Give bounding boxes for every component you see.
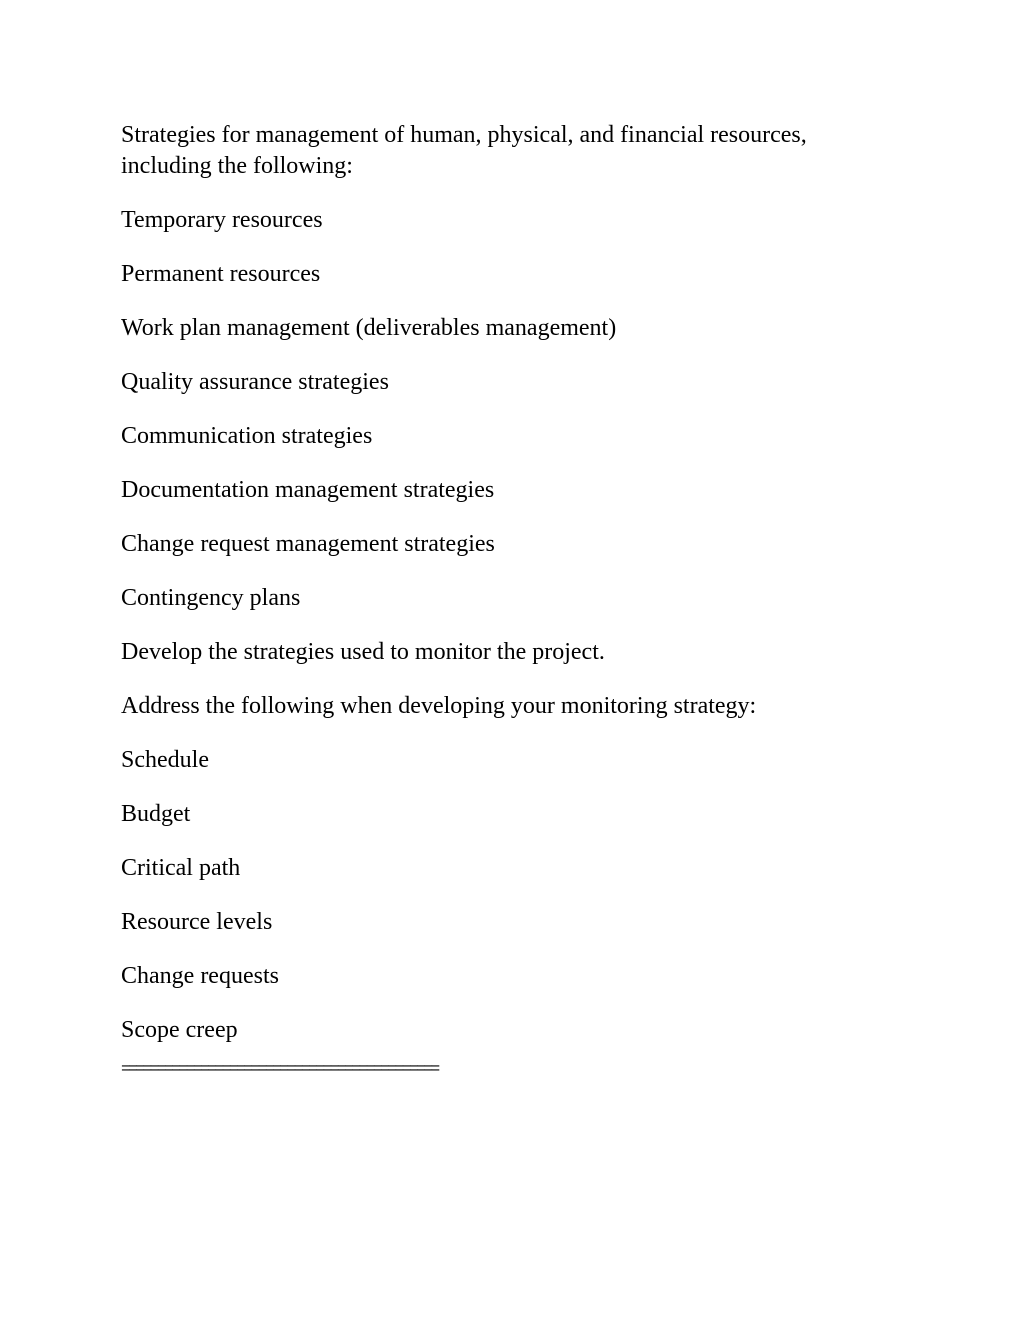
list-item-contingency-plans: Contingency plans	[121, 585, 301, 611]
list-item-critical-path: Critical path	[121, 855, 241, 881]
list-item-quality-assurance: Quality assurance strategies	[121, 369, 389, 395]
list-item-change-request-management: Change request management strategies	[121, 531, 495, 557]
list-item-permanent-resources: Permanent resources	[121, 261, 321, 287]
list-item-budget: Budget	[121, 801, 191, 827]
monitoring-address-prompt: Address the following when developing your monitoring strategy:	[121, 693, 757, 719]
list-item-temporary-resources: Temporary resources	[121, 207, 323, 233]
list-item-scope-creep: Scope creep	[121, 1017, 238, 1043]
list-item-change-requests: Change requests	[121, 963, 279, 989]
separator-line: ============================================	[121, 1060, 438, 1078]
list-item-documentation-management: Documentation management strategies	[121, 477, 495, 503]
list-item-schedule: Schedule	[121, 747, 209, 773]
intro-paragraph: Strategies for management of human, physical, and financial resources, including the following:	[121, 122, 807, 179]
list-item-resource-levels: Resource levels	[121, 909, 273, 935]
monitoring-instruction: Develop the strategies used to monitor the project.	[121, 639, 605, 665]
document-body	[121, 120, 921, 1077]
list-item-communication: Communication strategies	[121, 423, 373, 449]
list-item-work-plan-management: Work plan management (deliverables management)	[121, 315, 617, 341]
